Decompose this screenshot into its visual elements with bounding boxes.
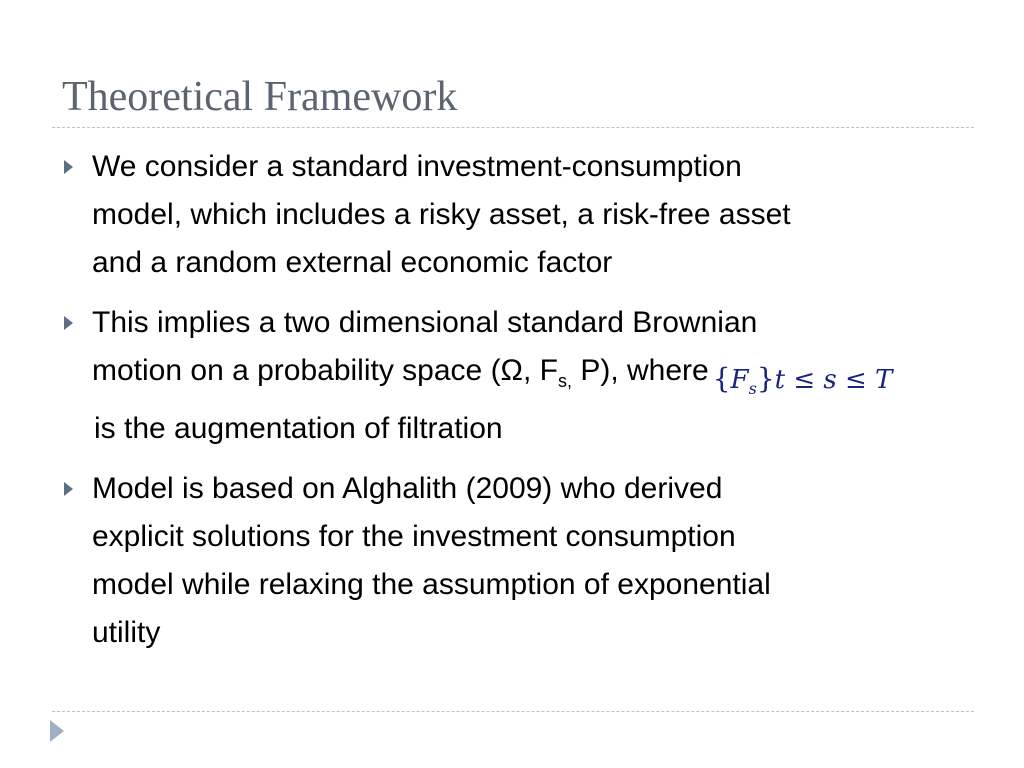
bullet-item-1 bbox=[60, 143, 960, 287]
bullet-2-line-2-tail: P), where bbox=[572, 354, 709, 387]
filtration-subscript: s, bbox=[557, 371, 572, 391]
bullet-triangle-icon bbox=[64, 482, 73, 496]
bullet-1-line-3: and a random external economic factor bbox=[92, 246, 613, 279]
bullet-triangle-icon bbox=[64, 316, 73, 330]
bullet-3-line-2: explicit solutions for the investment consumption bbox=[92, 520, 736, 553]
filtration-formula: $\{F_s\}t \le s \le T$ bbox=[712, 362, 893, 399]
next-slide-arrow-icon[interactable] bbox=[50, 720, 64, 742]
formula-condition: t ≤ s ≤ T bbox=[774, 365, 893, 395]
footer-divider bbox=[52, 711, 974, 712]
bullet-list bbox=[60, 143, 960, 669]
bullet-2-line-1: This implies a two dimensional standard Brownian bbox=[92, 306, 758, 339]
formula-subscript: s bbox=[748, 379, 757, 399]
bullet-3-line-4: utility bbox=[92, 616, 161, 649]
title-divider bbox=[52, 127, 974, 128]
bullet-1-line-2: model, which includes a risky asset, a risk-free asset bbox=[92, 198, 791, 231]
bullet-3-line-1: Model is based on Alghalith (2009) who derived bbox=[92, 472, 723, 505]
bullet-2-line-2 bbox=[92, 347, 960, 405]
bullet-triangle-icon bbox=[64, 160, 73, 174]
formula-symbol: F bbox=[730, 365, 749, 395]
bullet-2-continuation: is the augmentation of filtration bbox=[94, 412, 503, 445]
bullet-1-line-1: We consider a standard investment-consumption bbox=[92, 150, 742, 183]
bullet-item-3 bbox=[60, 465, 960, 657]
bullet-item-2 bbox=[60, 299, 960, 453]
slide-title: Theoretical Framework bbox=[62, 74, 458, 120]
bullet-3-line-3: model while relaxing the assumption of exponential bbox=[92, 568, 771, 601]
bullet-2-line-2-text: motion on a probability space (Ω, F bbox=[92, 354, 558, 387]
